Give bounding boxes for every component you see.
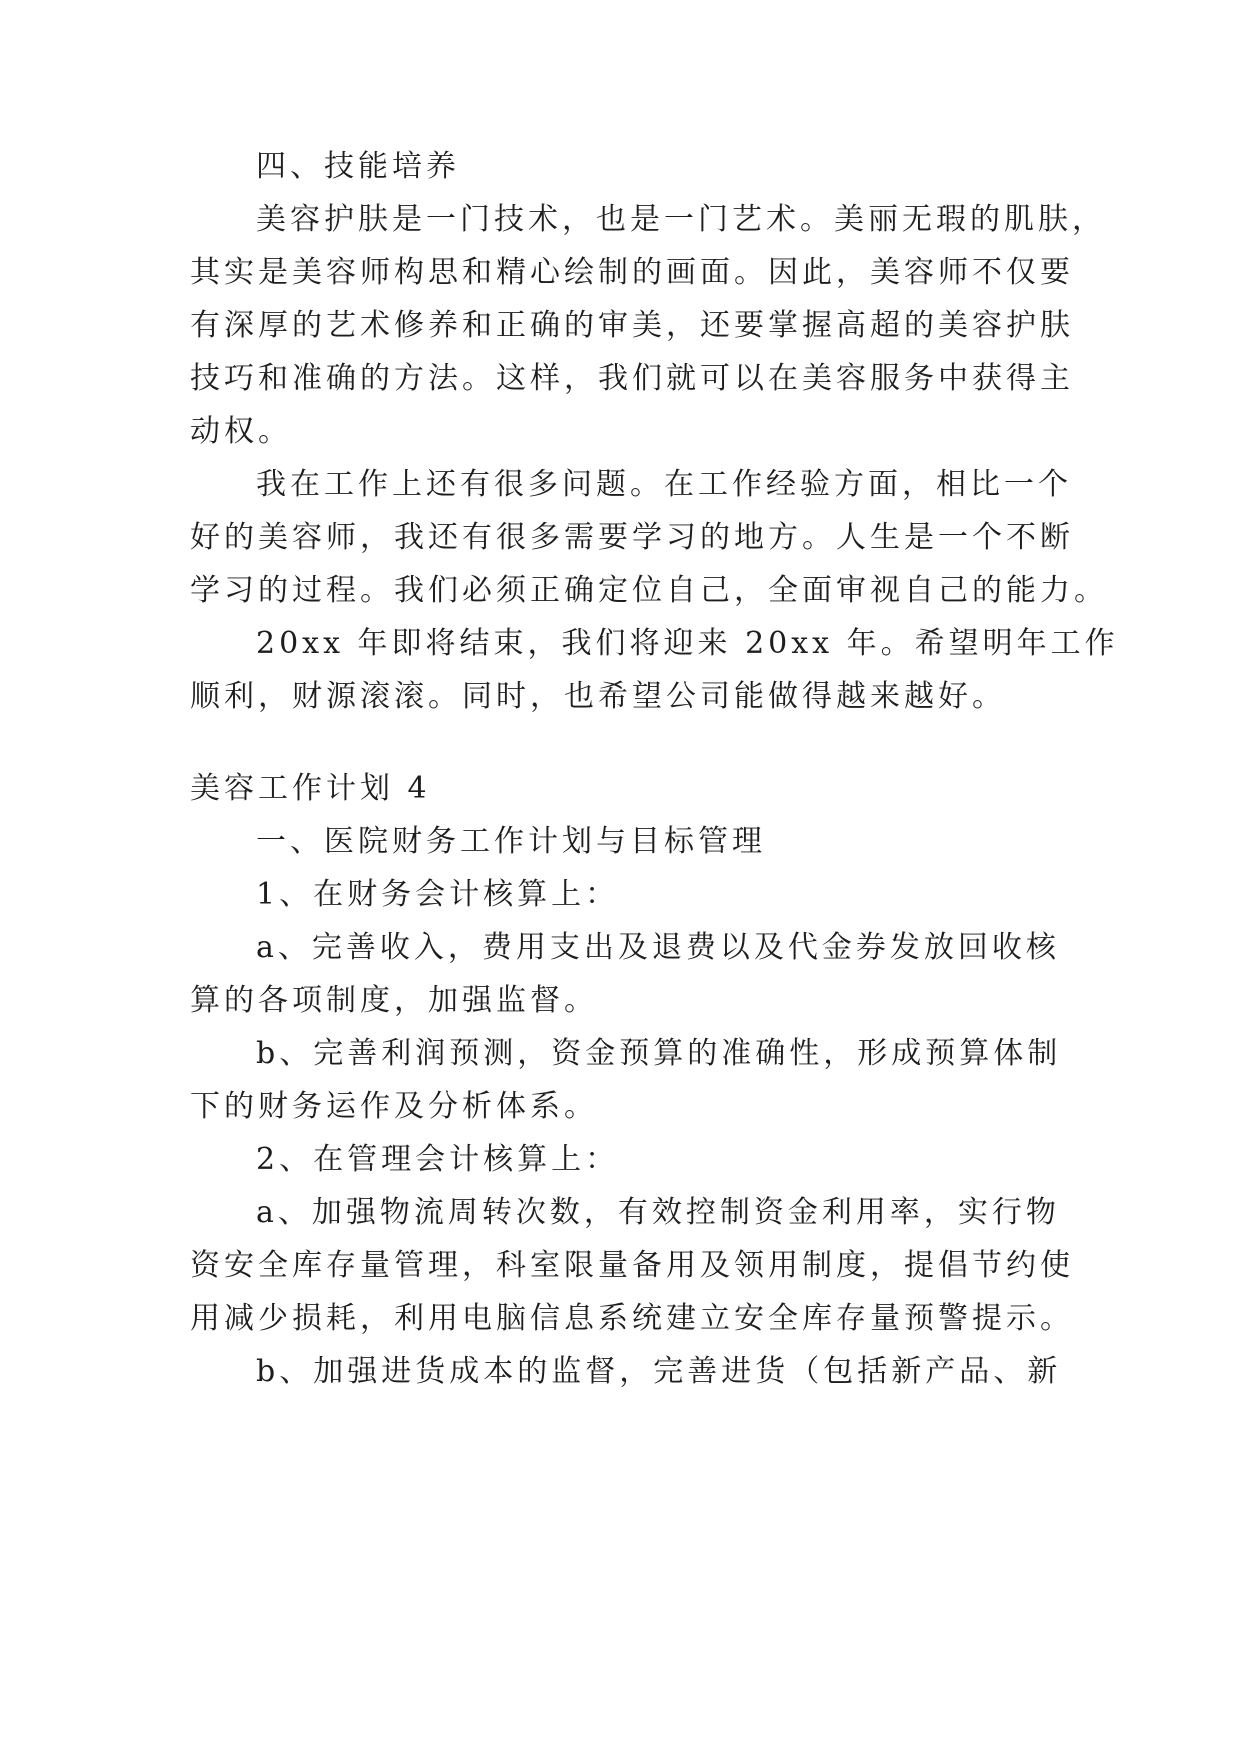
paragraph-line: 美容护肤是一门技术，也是一门艺术。美丽无瑕的肌肤， bbox=[256, 202, 1106, 237]
paragraph-line: b、完善利润预测，资金预算的准确性，形成预算体制 bbox=[256, 1036, 1062, 1071]
paragraph-line: 好的美容师，我还有很多需要学习的地方。人生是一个不断 bbox=[190, 520, 1074, 555]
paragraph-line: 用减少损耗，利用电脑信息系统建立安全库存量预警提示。 bbox=[190, 1301, 1074, 1336]
paragraph-line: 资安全库存量管理，科室限量备用及领用制度，提倡节约使 bbox=[190, 1248, 1074, 1283]
paragraph-line: 20xx 年即将结束，我们将迎来 20xx 年。希望明年工作 bbox=[256, 626, 1119, 661]
paragraph-line: 顺利，财源滚滚。同时，也希望公司能做得越来越好。 bbox=[190, 679, 1006, 714]
paragraph-line: 其实是美容师构思和精心绘制的画面。因此，美容师不仅要 bbox=[190, 255, 1074, 290]
paragraph-line: a、加强物流周转次数，有效控制资金利用率，实行物 bbox=[256, 1195, 1060, 1230]
paragraph-line: 动权。 bbox=[190, 414, 292, 449]
paragraph-line: b、加强进货成本的监督，完善进货（包括新产品、新 bbox=[256, 1354, 1062, 1389]
paragraph-line: 算的各项制度，加强监督。 bbox=[190, 983, 598, 1018]
subsection-heading: 2、在管理会计核算上： bbox=[256, 1142, 620, 1177]
section-heading: 四、技能培养 bbox=[256, 149, 460, 184]
paragraph-line: 学习的过程。我们必须正确定位自己，全面审视自己的能力。 bbox=[190, 573, 1108, 608]
paragraph-line: 有深厚的艺术修养和正确的审美，还要掌握高超的美容护肤 bbox=[190, 308, 1074, 343]
paragraph-line: 我在工作上还有很多问题。在工作经验方面，相比一个 bbox=[256, 467, 1072, 502]
plan-heading: 一、医院财务工作计划与目标管理 bbox=[256, 824, 766, 859]
paragraph-line: a、完善收入，费用支出及退费以及代金券发放回收核 bbox=[256, 930, 1060, 965]
plan-title: 美容工作计划 4 bbox=[190, 771, 431, 806]
paragraph-line: 下的财务运作及分析体系。 bbox=[190, 1089, 598, 1124]
paragraph-line: 技巧和准确的方法。这样，我们就可以在美容服务中获得主 bbox=[190, 361, 1074, 396]
subsection-heading: 1、在财务会计核算上： bbox=[256, 877, 620, 912]
